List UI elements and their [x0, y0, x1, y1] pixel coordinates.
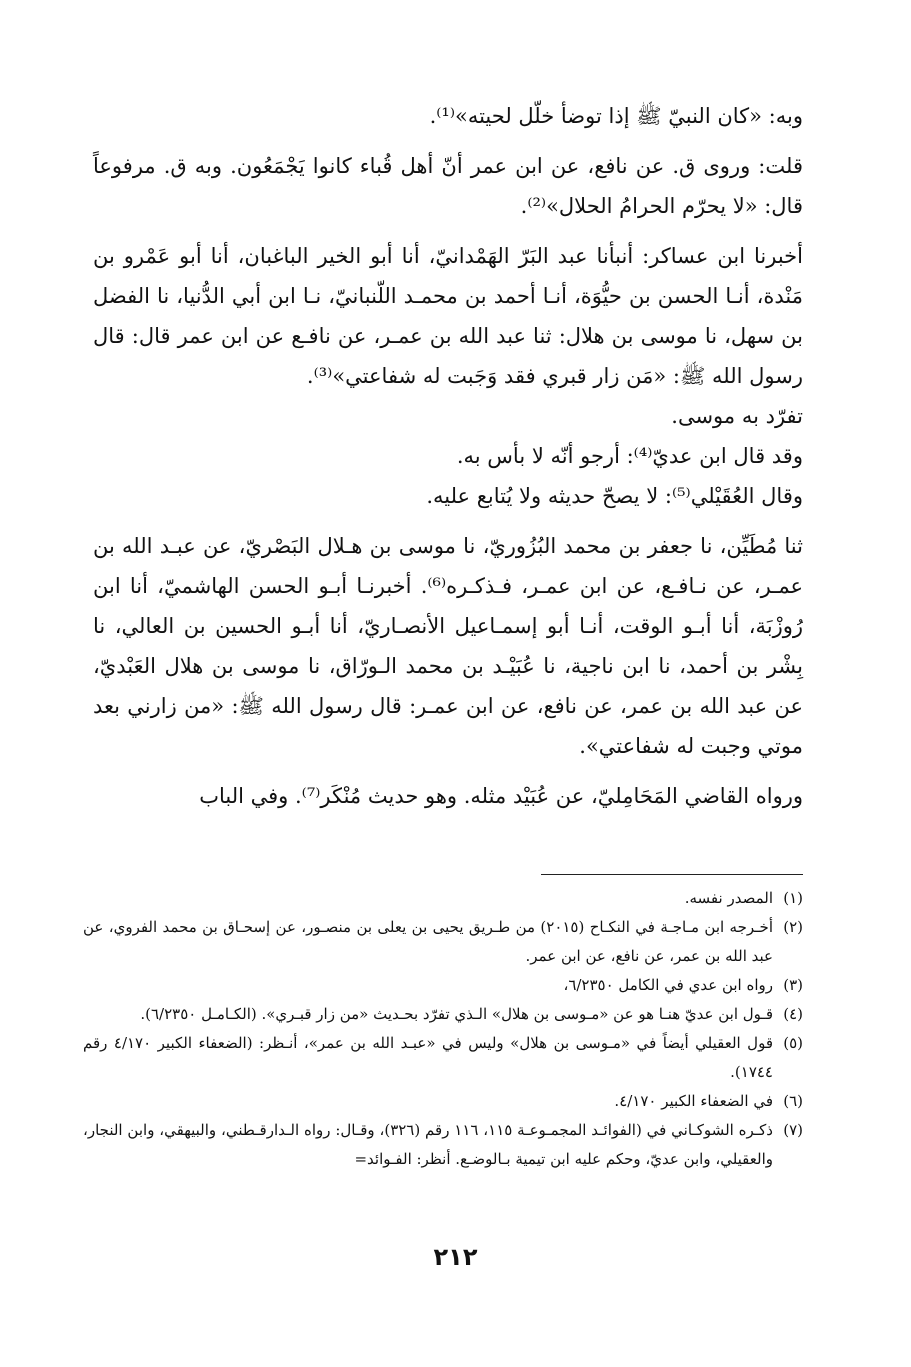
footnote-number: (٢) — [783, 918, 803, 936]
footnote-number: (٦) — [783, 1092, 803, 1110]
footnote-item — [83, 1000, 803, 1029]
paragraph-4: تفرّد به موسى. — [671, 404, 803, 428]
footnote-item — [83, 971, 803, 1000]
footnotes-block — [83, 884, 803, 1174]
footnote-text: قـول ابن عديّ هنـا هو عن «مـوسى بن هلال» الـذي تفرّد بحـديث «من زار قبـري». (الكـامـل ٦/٢٣٥٠). — [140, 1005, 773, 1023]
footnote-item — [83, 1116, 803, 1174]
footnote-text: قول العقيلي أيضاً في «مـوسى بن هلال» وليس في «عبـد الله بن عمر»، أنـظر: (الضعفاء الكبير ٤/١٧٠ رقم ١٧٤٤). — [83, 1034, 773, 1081]
paragraph-2: قلت: وروى ق. عن نافع، عن ابن عمر أنّ أهل قُباء كانوا يَجْمَعُون. وبه ق. مرفوعاً قال: «لا يحرّم الحرامُ الحلال»⁽²⁾. — [93, 154, 803, 218]
main-text-block — [93, 96, 803, 816]
paragraph-5: وقد قال ابن عديّ⁽⁴⁾: أرجو أنّه لا بأس به. — [456, 444, 803, 468]
footnote-text: المصدر نفسه. — [684, 889, 773, 907]
footnote-number: (٥) — [783, 1034, 803, 1052]
footnote-number: (٤) — [783, 1005, 803, 1023]
footnote-number: (١) — [783, 889, 803, 907]
paragraph-6: وقال العُقَيْلي⁽⁵⁾: لا يصحّ حديثه ولا يُتابع عليه. — [426, 484, 803, 508]
footnote-text: ذكـره الشوكـاني في (الفوائـد المجمـوعـة ١١٥، ١١٦ رقم (٣٢٦)، وقـال: رواه الـدارقـطني، والبيهقي، وابن النجار، والعقيلي، وابن عديّ، وحكم عليه ابن تيمية بـالوضـع. أنظر: الفـوائد= — [83, 1121, 773, 1168]
paragraph-7: ثنا مُطَيِّن، نا جعفر بن محمد البُزُوريّ، نا موسى بن هـلال البَصْريّ، عن عبـد الله بن عمـر، عن نـافـع، عن ابن عمـر، فـذكـره⁽⁶⁾. أخبرنـا أبـو الحسن الهاشميّ، أنا ابن رُوزْبَة، أنا أبـو الوقت، أنـا أبو إسمـاعيل الأنصـاريّ، أنا أبـو الحسين بن العالي، نا بِشْر بن أحمد، نا ابن ناجية، نا عُبَيْـد بن محمد الـورّاق، نا موسى بن هلال العَبْديّ، عن عبد الله بن عمر، عن نافع، عن ابن عمـر: قال رسول الله ﷺ: «من زارني بعد موتي وجبت له شفاعتي». — [93, 534, 804, 758]
footnote-item — [83, 913, 803, 971]
footnote-item — [83, 1087, 803, 1116]
page-number: ٢١٢ — [433, 1243, 478, 1271]
footnote-separator — [541, 874, 803, 875]
footnote-text: رواه ابن عدي في الكامل ٦/٢٣٥٠، — [563, 976, 773, 994]
footnote-text: في الضعفاء الكبير ٤/١٧٠. — [614, 1092, 773, 1110]
paragraph-3: أخبرنا ابن عساكر: أنبأنا عبد البَرّ الهَمْدانيّ، أنا أبو الخير الباغبان، أنا أبو عَمْرو بن مَنْدة، أنـا الحسن بن حيُّوَة، أنـا أحمد بن محمـد اللّنبانيّ، نـا ابن أبي الدُّنيا، نا الفضل بن سهل، نا موسى بن هلال: ثنا عبد الله بن عمـر، عن نافـع عن ابن عمر قال: قال رسول الله ﷺ: «مَن زار قبري فقد وَجَبت له شفاعتي»⁽³⁾. — [93, 244, 803, 388]
footnote-number: (٣) — [783, 976, 803, 994]
footnote-item — [83, 1029, 803, 1087]
paragraph-8: ورواه القاضي المَحَامِليّ، عن عُبَيْد مثله. وهو حديث مُنْكَر⁽⁷⁾. وفي الباب — [199, 784, 803, 808]
footnote-number: (٧) — [783, 1121, 803, 1139]
footnote-item — [83, 884, 803, 913]
footnote-text: أخـرجه ابن مـاجـة في النكـاح (٢٠١٥) من طـريق يحيى بن يعلى بن منصـور، عن إسحـاق بن محمد الفروي، عن عبد الله بن عمر، عن نافع، عن ابن عمر. — [83, 918, 773, 965]
paragraph-1: وبه: «كان النبيّ ﷺ إذا توضأ خلّل لحيته»⁽¹⁾. — [429, 104, 803, 128]
